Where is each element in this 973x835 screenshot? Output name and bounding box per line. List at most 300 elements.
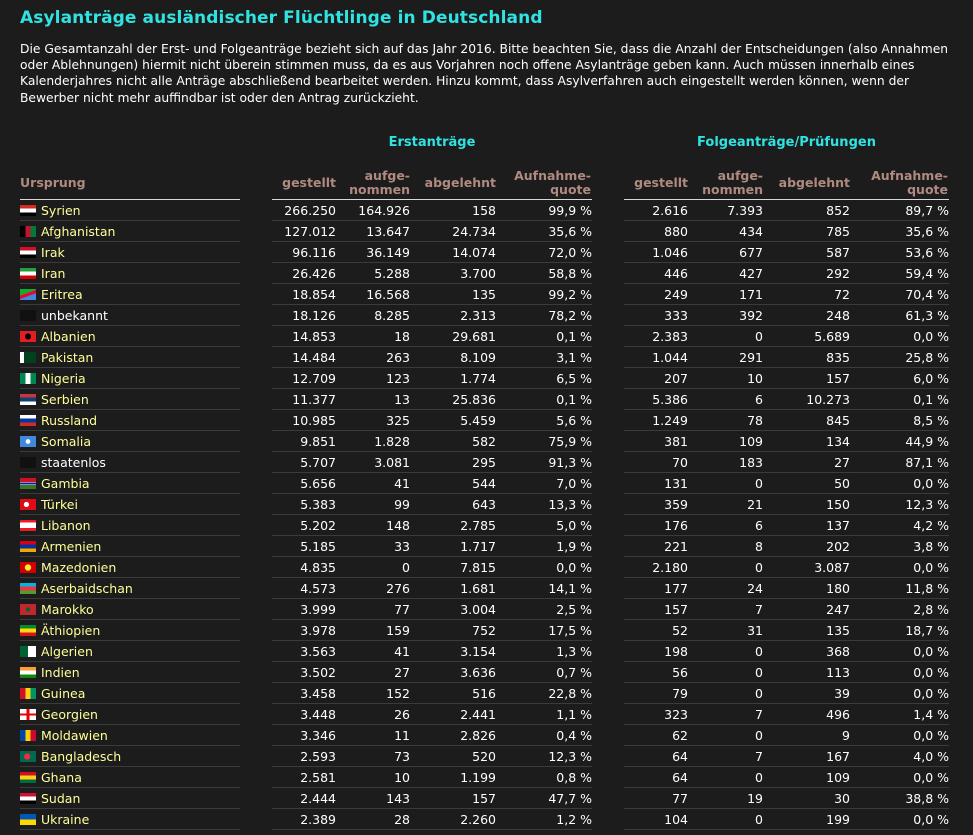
follow-filed-cell: 62 — [624, 725, 688, 746]
first-filed-cell: 4.573 — [272, 578, 336, 599]
georgia-flag-icon — [20, 709, 36, 720]
column-spacer — [592, 620, 624, 641]
follow-filed-cell: 1.249 — [624, 410, 688, 431]
follow-rejected-cell: 137 — [763, 515, 850, 536]
first-rate-cell: 47,7 % — [496, 788, 592, 809]
column-spacer — [592, 725, 624, 746]
column-spacer — [240, 452, 272, 473]
follow-accepted-cell: 7 — [688, 746, 763, 767]
first-filed-cell: 2.593 — [272, 746, 336, 767]
table-row — [20, 410, 949, 431]
follow-accepted-cell: 392 — [688, 305, 763, 326]
first-rate-cell: 5,6 % — [496, 410, 592, 431]
column-spacer — [592, 284, 624, 305]
first-filed-cell: 3.502 — [272, 662, 336, 683]
turkey-flag-icon — [20, 499, 36, 510]
first-rejected-cell: 1.199 — [410, 767, 496, 788]
follow-rate-cell: 11,8 % — [850, 578, 949, 599]
follow-accepted-cell: 19 — [688, 788, 763, 809]
first-rejected-cell: 3.636 — [410, 662, 496, 683]
first-rate-cell: 3,1 % — [496, 347, 592, 368]
follow-rate-cell: 0,0 % — [850, 326, 949, 347]
first-rejected-cell: 1.717 — [410, 536, 496, 557]
first-rejected-cell: 8.109 — [410, 347, 496, 368]
first-rate-cell: 99,2 % — [496, 284, 592, 305]
first-rate-cell: 78,2 % — [496, 305, 592, 326]
follow-rate-cell: 0,0 % — [850, 767, 949, 788]
eritrea-flag-icon — [20, 289, 36, 300]
column-spacer — [592, 347, 624, 368]
follow-accepted-cell: 0 — [688, 662, 763, 683]
table-row — [20, 221, 949, 242]
table-row — [20, 683, 949, 704]
first-rate-cell: 58,8 % — [496, 263, 592, 284]
table-row — [20, 452, 949, 473]
first-rejected-cell: 135 — [410, 284, 496, 305]
country-name: Ghana — [41, 769, 82, 785]
column-spacer — [592, 368, 624, 389]
country-name: Aserbaidschan — [41, 580, 133, 596]
follow-rate-cell: 2,8 % — [850, 599, 949, 620]
first-filed-cell: 2.389 — [272, 809, 336, 830]
column-spacer — [592, 536, 624, 557]
follow-rate-cell: 0,0 % — [850, 662, 949, 683]
follow-rejected-cell: 9 — [763, 725, 850, 746]
country-name: Mazedonien — [41, 559, 117, 575]
follow-accepted-cell: 677 — [688, 242, 763, 263]
table-row — [20, 704, 949, 725]
group-header-first: Erstanträge — [388, 135, 476, 150]
first-rate-cell: 5,0 % — [496, 515, 592, 536]
column-spacer — [240, 389, 272, 410]
country-cell — [20, 662, 240, 683]
column-spacer — [240, 788, 272, 809]
country-cell — [20, 305, 240, 326]
column-header-follow-accepted — [688, 169, 763, 197]
follow-filed-cell: 2.616 — [624, 200, 688, 221]
follow-rejected-cell: 150 — [763, 494, 850, 515]
follow-rate-cell: 0,0 % — [850, 641, 949, 662]
follow-rate-cell: 0,0 % — [850, 809, 949, 830]
ethiopia-flag-icon — [20, 625, 36, 636]
follow-rejected-cell: 39 — [763, 683, 850, 704]
first-accepted-cell: 325 — [336, 410, 410, 431]
first-accepted-cell: 123 — [336, 368, 410, 389]
pakistan-flag-icon — [20, 352, 36, 363]
first-rate-cell: 0,1 % — [496, 326, 592, 347]
first-filed-cell: 12.709 — [272, 368, 336, 389]
follow-rejected-cell: 292 — [763, 263, 850, 284]
follow-filed-cell: 5.386 — [624, 389, 688, 410]
column-spacer — [592, 242, 624, 263]
first-accepted-cell: 36.149 — [336, 242, 410, 263]
follow-accepted-cell: 31 — [688, 620, 763, 641]
country-cell — [20, 326, 240, 347]
column-spacer — [592, 515, 624, 536]
follow-rate-cell: 1,4 % — [850, 704, 949, 725]
somalia-flag-icon — [20, 436, 36, 447]
country-name: Nigeria — [41, 370, 86, 386]
first-accepted-cell: 143 — [336, 788, 410, 809]
page-title: Asylanträge ausländischer Flüchtlinge in Deutschland — [20, 8, 543, 28]
column-spacer — [592, 599, 624, 620]
column-header-follow-accepted-line1: aufge- — [717, 168, 763, 183]
country-name: unbekannt — [41, 307, 108, 323]
column-spacer — [240, 284, 272, 305]
first-rate-cell: 0,7 % — [496, 662, 592, 683]
follow-accepted-cell: 8 — [688, 536, 763, 557]
first-rate-cell: 0,8 % — [496, 767, 592, 788]
first-filed-cell: 5.707 — [272, 452, 336, 473]
follow-rejected-cell: 202 — [763, 536, 850, 557]
first-accepted-cell: 26 — [336, 704, 410, 725]
table-row — [20, 746, 949, 767]
russia-flag-icon — [20, 415, 36, 426]
country-name: Moldawien — [41, 727, 108, 743]
country-name: Afghanistan — [41, 223, 116, 239]
country-name: Guinea — [41, 685, 86, 701]
follow-rate-cell: 38,8 % — [850, 788, 949, 809]
column-spacer — [592, 809, 624, 830]
follow-rejected-cell: 248 — [763, 305, 850, 326]
country-cell — [20, 410, 240, 431]
first-rate-cell: 0,0 % — [496, 557, 592, 578]
first-rate-cell: 1,9 % — [496, 536, 592, 557]
first-rate-cell: 0,1 % — [496, 389, 592, 410]
table-row — [20, 809, 949, 830]
country-cell — [20, 347, 240, 368]
follow-filed-cell: 177 — [624, 578, 688, 599]
column-spacer — [240, 305, 272, 326]
follow-filed-cell: 64 — [624, 746, 688, 767]
follow-filed-cell: 333 — [624, 305, 688, 326]
first-rate-cell: 99,9 % — [496, 200, 592, 221]
table-row — [20, 200, 949, 221]
table-row — [20, 368, 949, 389]
country-cell — [20, 599, 240, 620]
follow-filed-cell: 221 — [624, 536, 688, 557]
follow-filed-cell: 880 — [624, 221, 688, 242]
first-rate-cell: 35,6 % — [496, 221, 592, 242]
first-filed-cell: 3.448 — [272, 704, 336, 725]
table-row — [20, 788, 949, 809]
country-name: Irak — [41, 244, 65, 260]
column-spacer — [592, 200, 624, 221]
column-header-follow-rate-line2: quote — [907, 182, 948, 197]
country-cell — [20, 578, 240, 599]
sudan-flag-icon — [20, 793, 36, 804]
follow-rejected-cell: 852 — [763, 200, 850, 221]
first-rejected-cell: 2.826 — [410, 725, 496, 746]
follow-rate-cell: 70,4 % — [850, 284, 949, 305]
country-name: Marokko — [41, 601, 94, 617]
follow-rate-cell: 44,9 % — [850, 431, 949, 452]
column-spacer — [240, 599, 272, 620]
first-accepted-cell: 159 — [336, 620, 410, 641]
first-rejected-cell: 158 — [410, 200, 496, 221]
none-flag-icon — [20, 457, 36, 468]
table-row — [20, 578, 949, 599]
follow-filed-cell: 1.046 — [624, 242, 688, 263]
follow-rate-cell: 61,3 % — [850, 305, 949, 326]
follow-accepted-cell: 0 — [688, 473, 763, 494]
first-rejected-cell: 2.313 — [410, 305, 496, 326]
column-spacer — [240, 641, 272, 662]
follow-rejected-cell: 157 — [763, 368, 850, 389]
country-cell — [20, 284, 240, 305]
first-accepted-cell: 5.288 — [336, 263, 410, 284]
intro-text: Die Gesamtanzahl der Erst- und Folgeanträge bezieht sich auf das Jahr 2016. Bitte beachten Sie, dass die Anzahl der Entscheidungen (also Annahmen oder Ablehnungen) hiermit nicht überein stimmen muss, da es aus Vorjahren noch offene Asylanträge geben kann. Auch müssen innerhalb eines Kalenderjahres nicht alle Anträge abschließend bearbeitet werden. Hinzu kommt, dass Asylverfahren auch eingestellt werden können, wenn der Bewerber nicht mehr auffindbar ist oder den Antrag zurückzieht. — [20, 42, 949, 105]
first-accepted-cell: 13 — [336, 389, 410, 410]
follow-rejected-cell: 496 — [763, 704, 850, 725]
follow-accepted-cell: 21 — [688, 494, 763, 515]
table-row — [20, 767, 949, 788]
column-spacer — [240, 725, 272, 746]
follow-rejected-cell: 30 — [763, 788, 850, 809]
table-row — [20, 494, 949, 515]
follow-filed-cell: 131 — [624, 473, 688, 494]
first-accepted-cell: 41 — [336, 641, 410, 662]
follow-rejected-cell: 5.689 — [763, 326, 850, 347]
country-name: Armenien — [41, 538, 102, 554]
follow-rejected-cell: 835 — [763, 347, 850, 368]
table-row — [20, 347, 949, 368]
iraq-flag-icon — [20, 247, 36, 258]
column-spacer — [592, 641, 624, 662]
column-spacer — [240, 368, 272, 389]
first-rate-cell: 7,0 % — [496, 473, 592, 494]
column-spacer — [240, 200, 272, 221]
follow-rate-cell: 59,4 % — [850, 263, 949, 284]
first-filed-cell: 14.853 — [272, 326, 336, 347]
follow-rejected-cell: 109 — [763, 767, 850, 788]
country-name: Iran — [41, 265, 66, 281]
first-accepted-cell: 41 — [336, 473, 410, 494]
country-cell — [20, 200, 240, 221]
country-name: staatenlos — [41, 454, 106, 470]
column-header-rate-line1: Aufnahme- — [514, 168, 591, 183]
country-name: Sudan — [41, 790, 81, 806]
column-spacer — [592, 326, 624, 347]
syria-flag-icon — [20, 205, 36, 216]
first-rejected-cell: 2.260 — [410, 809, 496, 830]
table-row — [20, 725, 949, 746]
none-flag-icon — [20, 310, 36, 321]
column-spacer — [240, 263, 272, 284]
first-rate-cell: 17,5 % — [496, 620, 592, 641]
follow-rejected-cell: 27 — [763, 452, 850, 473]
column-spacer — [240, 242, 272, 263]
follow-rejected-cell: 10.273 — [763, 389, 850, 410]
follow-accepted-cell: 0 — [688, 725, 763, 746]
first-rejected-cell: 752 — [410, 620, 496, 641]
first-filed-cell: 5.202 — [272, 515, 336, 536]
follow-rate-cell: 4,2 % — [850, 515, 949, 536]
country-cell — [20, 788, 240, 809]
follow-accepted-cell: 7 — [688, 599, 763, 620]
first-accepted-cell: 18 — [336, 326, 410, 347]
column-spacer — [592, 473, 624, 494]
column-spacer — [592, 263, 624, 284]
country-cell — [20, 704, 240, 725]
first-accepted-cell: 16.568 — [336, 284, 410, 305]
first-rejected-cell: 24.734 — [410, 221, 496, 242]
first-accepted-cell: 77 — [336, 599, 410, 620]
first-rejected-cell: 5.459 — [410, 410, 496, 431]
lebanon-flag-icon — [20, 520, 36, 531]
country-name: Eritrea — [41, 286, 83, 302]
follow-filed-cell: 79 — [624, 683, 688, 704]
column-spacer — [240, 347, 272, 368]
follow-rate-cell: 0,0 % — [850, 473, 949, 494]
column-header-follow-rate-line1: Aufnahme- — [871, 168, 948, 183]
follow-filed-cell: 249 — [624, 284, 688, 305]
follow-accepted-cell: 6 — [688, 515, 763, 536]
follow-filed-cell: 157 — [624, 599, 688, 620]
column-spacer — [592, 221, 624, 242]
follow-filed-cell: 52 — [624, 620, 688, 641]
column-header-accepted-line2: nommen — [349, 182, 410, 197]
column-spacer — [592, 431, 624, 452]
follow-accepted-cell: 291 — [688, 347, 763, 368]
follow-rejected-cell: 72 — [763, 284, 850, 305]
country-cell — [20, 263, 240, 284]
first-accepted-cell: 28 — [336, 809, 410, 830]
follow-accepted-cell: 0 — [688, 326, 763, 347]
follow-filed-cell: 2.180 — [624, 557, 688, 578]
country-cell — [20, 473, 240, 494]
first-filed-cell: 2.444 — [272, 788, 336, 809]
ukraine-flag-icon — [20, 814, 36, 825]
first-filed-cell: 5.656 — [272, 473, 336, 494]
first-filed-cell: 2.581 — [272, 767, 336, 788]
follow-rate-cell: 89,7 % — [850, 200, 949, 221]
column-spacer — [240, 515, 272, 536]
column-spacer — [240, 767, 272, 788]
follow-rate-cell: 6,0 % — [850, 368, 949, 389]
first-rejected-cell: 582 — [410, 431, 496, 452]
country-cell — [20, 620, 240, 641]
table-row — [20, 284, 949, 305]
first-rejected-cell: 3.154 — [410, 641, 496, 662]
column-spacer — [240, 326, 272, 347]
table-row — [20, 641, 949, 662]
first-accepted-cell: 3.081 — [336, 452, 410, 473]
first-rate-cell: 1,3 % — [496, 641, 592, 662]
gambia-flag-icon — [20, 478, 36, 489]
first-accepted-cell: 1.828 — [336, 431, 410, 452]
azerbaijan-flag-icon — [20, 583, 36, 594]
follow-rejected-cell: 587 — [763, 242, 850, 263]
follow-filed-cell: 1.044 — [624, 347, 688, 368]
first-filed-cell: 3.999 — [272, 599, 336, 620]
first-rejected-cell: 1.681 — [410, 578, 496, 599]
column-spacer — [592, 305, 624, 326]
ghana-flag-icon — [20, 772, 36, 783]
first-filed-cell: 18.126 — [272, 305, 336, 326]
column-spacer — [240, 221, 272, 242]
country-name: Gambia — [41, 475, 90, 491]
country-cell — [20, 515, 240, 536]
country-cell — [20, 557, 240, 578]
column-spacer — [240, 410, 272, 431]
country-name: Türkei — [41, 496, 78, 512]
first-rate-cell: 2,5 % — [496, 599, 592, 620]
column-header-rejected: abgelehnt — [424, 175, 496, 190]
follow-accepted-cell: 0 — [688, 809, 763, 830]
first-filed-cell: 11.377 — [272, 389, 336, 410]
first-accepted-cell: 152 — [336, 683, 410, 704]
first-rate-cell: 14,1 % — [496, 578, 592, 599]
first-filed-cell: 18.854 — [272, 284, 336, 305]
country-name: Algerien — [41, 643, 93, 659]
first-accepted-cell: 73 — [336, 746, 410, 767]
country-name: Somalia — [41, 433, 92, 449]
first-filed-cell: 14.484 — [272, 347, 336, 368]
table-row — [20, 473, 949, 494]
follow-accepted-cell: 427 — [688, 263, 763, 284]
follow-rejected-cell: 785 — [763, 221, 850, 242]
serbia-flag-icon — [20, 394, 36, 405]
follow-accepted-cell: 0 — [688, 767, 763, 788]
column-spacer — [592, 578, 624, 599]
first-accepted-cell: 0 — [336, 557, 410, 578]
follow-filed-cell: 176 — [624, 515, 688, 536]
follow-filed-cell: 198 — [624, 641, 688, 662]
first-filed-cell: 3.458 — [272, 683, 336, 704]
first-filed-cell: 3.563 — [272, 641, 336, 662]
follow-accepted-cell: 0 — [688, 557, 763, 578]
column-spacer — [240, 431, 272, 452]
first-rejected-cell: 157 — [410, 788, 496, 809]
first-filed-cell: 5.185 — [272, 536, 336, 557]
table-row — [20, 263, 949, 284]
first-filed-cell: 3.346 — [272, 725, 336, 746]
first-rejected-cell: 3.004 — [410, 599, 496, 620]
country-name: Indien — [41, 664, 80, 680]
column-spacer — [240, 620, 272, 641]
follow-rate-cell: 3,8 % — [850, 536, 949, 557]
follow-accepted-cell: 24 — [688, 578, 763, 599]
follow-rate-cell: 18,7 % — [850, 620, 949, 641]
follow-rate-cell: 25,8 % — [850, 347, 949, 368]
first-filed-cell: 9.851 — [272, 431, 336, 452]
country-cell — [20, 368, 240, 389]
country-cell — [20, 746, 240, 767]
follow-rejected-cell: 3.087 — [763, 557, 850, 578]
column-header-follow-rejected: abgelehnt — [778, 175, 850, 190]
follow-rejected-cell: 135 — [763, 620, 850, 641]
column-header-rate — [496, 169, 591, 197]
first-rate-cell: 75,9 % — [496, 431, 592, 452]
first-rate-cell: 72,0 % — [496, 242, 592, 263]
column-header-filed: gestellt — [282, 175, 336, 190]
country-name: Bangladesch — [41, 748, 122, 764]
first-rejected-cell: 25.836 — [410, 389, 496, 410]
table-body — [20, 200, 949, 830]
country-name: Georgien — [41, 706, 98, 722]
column-spacer — [240, 578, 272, 599]
column-spacer — [240, 557, 272, 578]
first-accepted-cell: 33 — [336, 536, 410, 557]
armenia-flag-icon — [20, 541, 36, 552]
follow-accepted-cell: 6 — [688, 389, 763, 410]
follow-rate-cell: 0,1 % — [850, 389, 949, 410]
first-rejected-cell: 295 — [410, 452, 496, 473]
follow-accepted-cell: 0 — [688, 641, 763, 662]
follow-accepted-cell: 0 — [688, 683, 763, 704]
india-flag-icon — [20, 667, 36, 678]
